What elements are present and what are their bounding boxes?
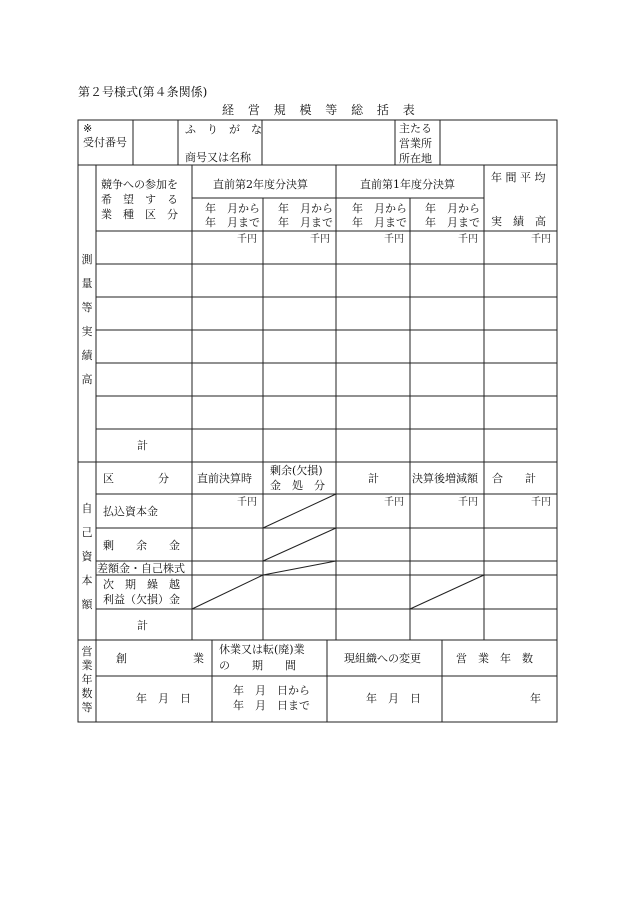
survey-prev1-header: 直前第1年度分決算 <box>360 178 455 191</box>
capital-unit-prev-settle: 千円 <box>237 497 257 508</box>
furigana-label: ふ り が な <box>185 123 262 136</box>
business-years-header: 営 業 年 数 <box>456 652 533 665</box>
capital-sum-header: 計 <box>368 472 379 485</box>
survey-prev1-a-to: 年 月まで <box>352 216 407 229</box>
capital-unit-total: 千円 <box>531 497 551 508</box>
capital-unit-after: 千円 <box>458 497 478 508</box>
survey-prev1-a-from: 年 月から <box>352 202 407 215</box>
survey-unit-prev1-a: 千円 <box>384 234 404 245</box>
survey-prev2-a-to: 年 月まで <box>205 216 260 229</box>
capital-surplus-header-1: 剰余(欠損) <box>270 464 323 477</box>
office-address-field[interactable] <box>441 121 556 164</box>
business-suspend-header-1: 休業又は転(廃)業 <box>219 643 305 656</box>
capital-row-carry-2: 利益（欠損）金 <box>103 593 180 606</box>
capital-side-label: 自己資本額 <box>81 502 93 611</box>
office-label-2: 営業所 <box>399 137 432 150</box>
capital-after-header: 決算後増減額 <box>412 472 478 485</box>
survey-total-label: 計 <box>137 439 148 452</box>
business-change-date: 年 月 日 <box>366 692 421 705</box>
survey-prev2-a-from: 年 月から <box>205 202 260 215</box>
trade-name-field[interactable] <box>263 121 394 164</box>
receipt-mark: ※ <box>83 122 93 135</box>
business-suspend-to: 年 月 日まで <box>233 699 310 712</box>
capital-prev-settle-header: 直前決算時 <box>197 472 252 485</box>
receipt-number-label: 受付番号 <box>83 136 127 149</box>
form-number: 第２号様式(第４条関係) <box>78 85 208 99</box>
survey-unit-prev2-a: 千円 <box>237 234 257 245</box>
business-suspend-header-2: の 期 間 <box>219 659 296 672</box>
survey-side-label: 測量等実績高 <box>81 253 93 386</box>
trade-name-label: 商号又は名称 <box>185 151 251 164</box>
capital-total-header: 合 計 <box>492 472 536 485</box>
survey-category-header-3: 業 種 区 分 <box>101 208 178 221</box>
survey-prev2-b-from: 年 月から <box>278 202 333 215</box>
page-title: 経 営 規 模 等 総 括 表 <box>222 103 420 117</box>
survey-unit-average: 千円 <box>531 234 551 245</box>
business-side-label: 営業年数等 <box>81 645 93 714</box>
receipt-number-field[interactable] <box>134 121 177 164</box>
capital-row-surplus: 剰 余 金 <box>103 539 180 552</box>
survey-category-header-2: 希 望 す る <box>101 193 178 206</box>
business-years-unit: 年 <box>530 692 541 705</box>
survey-average-header-1: 年 間 平 均 <box>491 171 546 184</box>
business-founded-date: 年 月 日 <box>136 692 191 705</box>
capital-category-header: 区 分 <box>103 472 169 485</box>
survey-prev1-b-to: 年 月まで <box>425 216 480 229</box>
office-label-1: 主たる <box>399 122 432 135</box>
capital-unit-sum: 千円 <box>384 497 404 508</box>
office-label-3: 所在地 <box>399 152 432 165</box>
capital-row-carry-1: 次 期 繰 越 <box>103 578 180 591</box>
survey-unit-prev1-b: 千円 <box>458 234 478 245</box>
business-change-header: 現組織への変更 <box>344 652 421 665</box>
capital-surplus-header-2: 金 処 分 <box>270 479 325 492</box>
business-suspend-from: 年 月 日から <box>233 684 310 697</box>
survey-category-header-1: 競争への参加を <box>101 178 178 191</box>
capital-row-treasury: 差額金・自己株式 <box>97 562 185 575</box>
survey-average-header-2: 実 績 高 <box>491 215 546 228</box>
survey-prev1-b-from: 年 月から <box>425 202 480 215</box>
survey-unit-prev2-b: 千円 <box>310 234 330 245</box>
business-founded-header: 創 業 <box>116 652 204 665</box>
capital-total-label: 計 <box>137 619 148 632</box>
survey-prev2-header: 直前第2年度分決算 <box>213 178 308 191</box>
capital-row-paid-in: 払込資本金 <box>103 505 158 518</box>
survey-prev2-b-to: 年 月まで <box>278 216 333 229</box>
